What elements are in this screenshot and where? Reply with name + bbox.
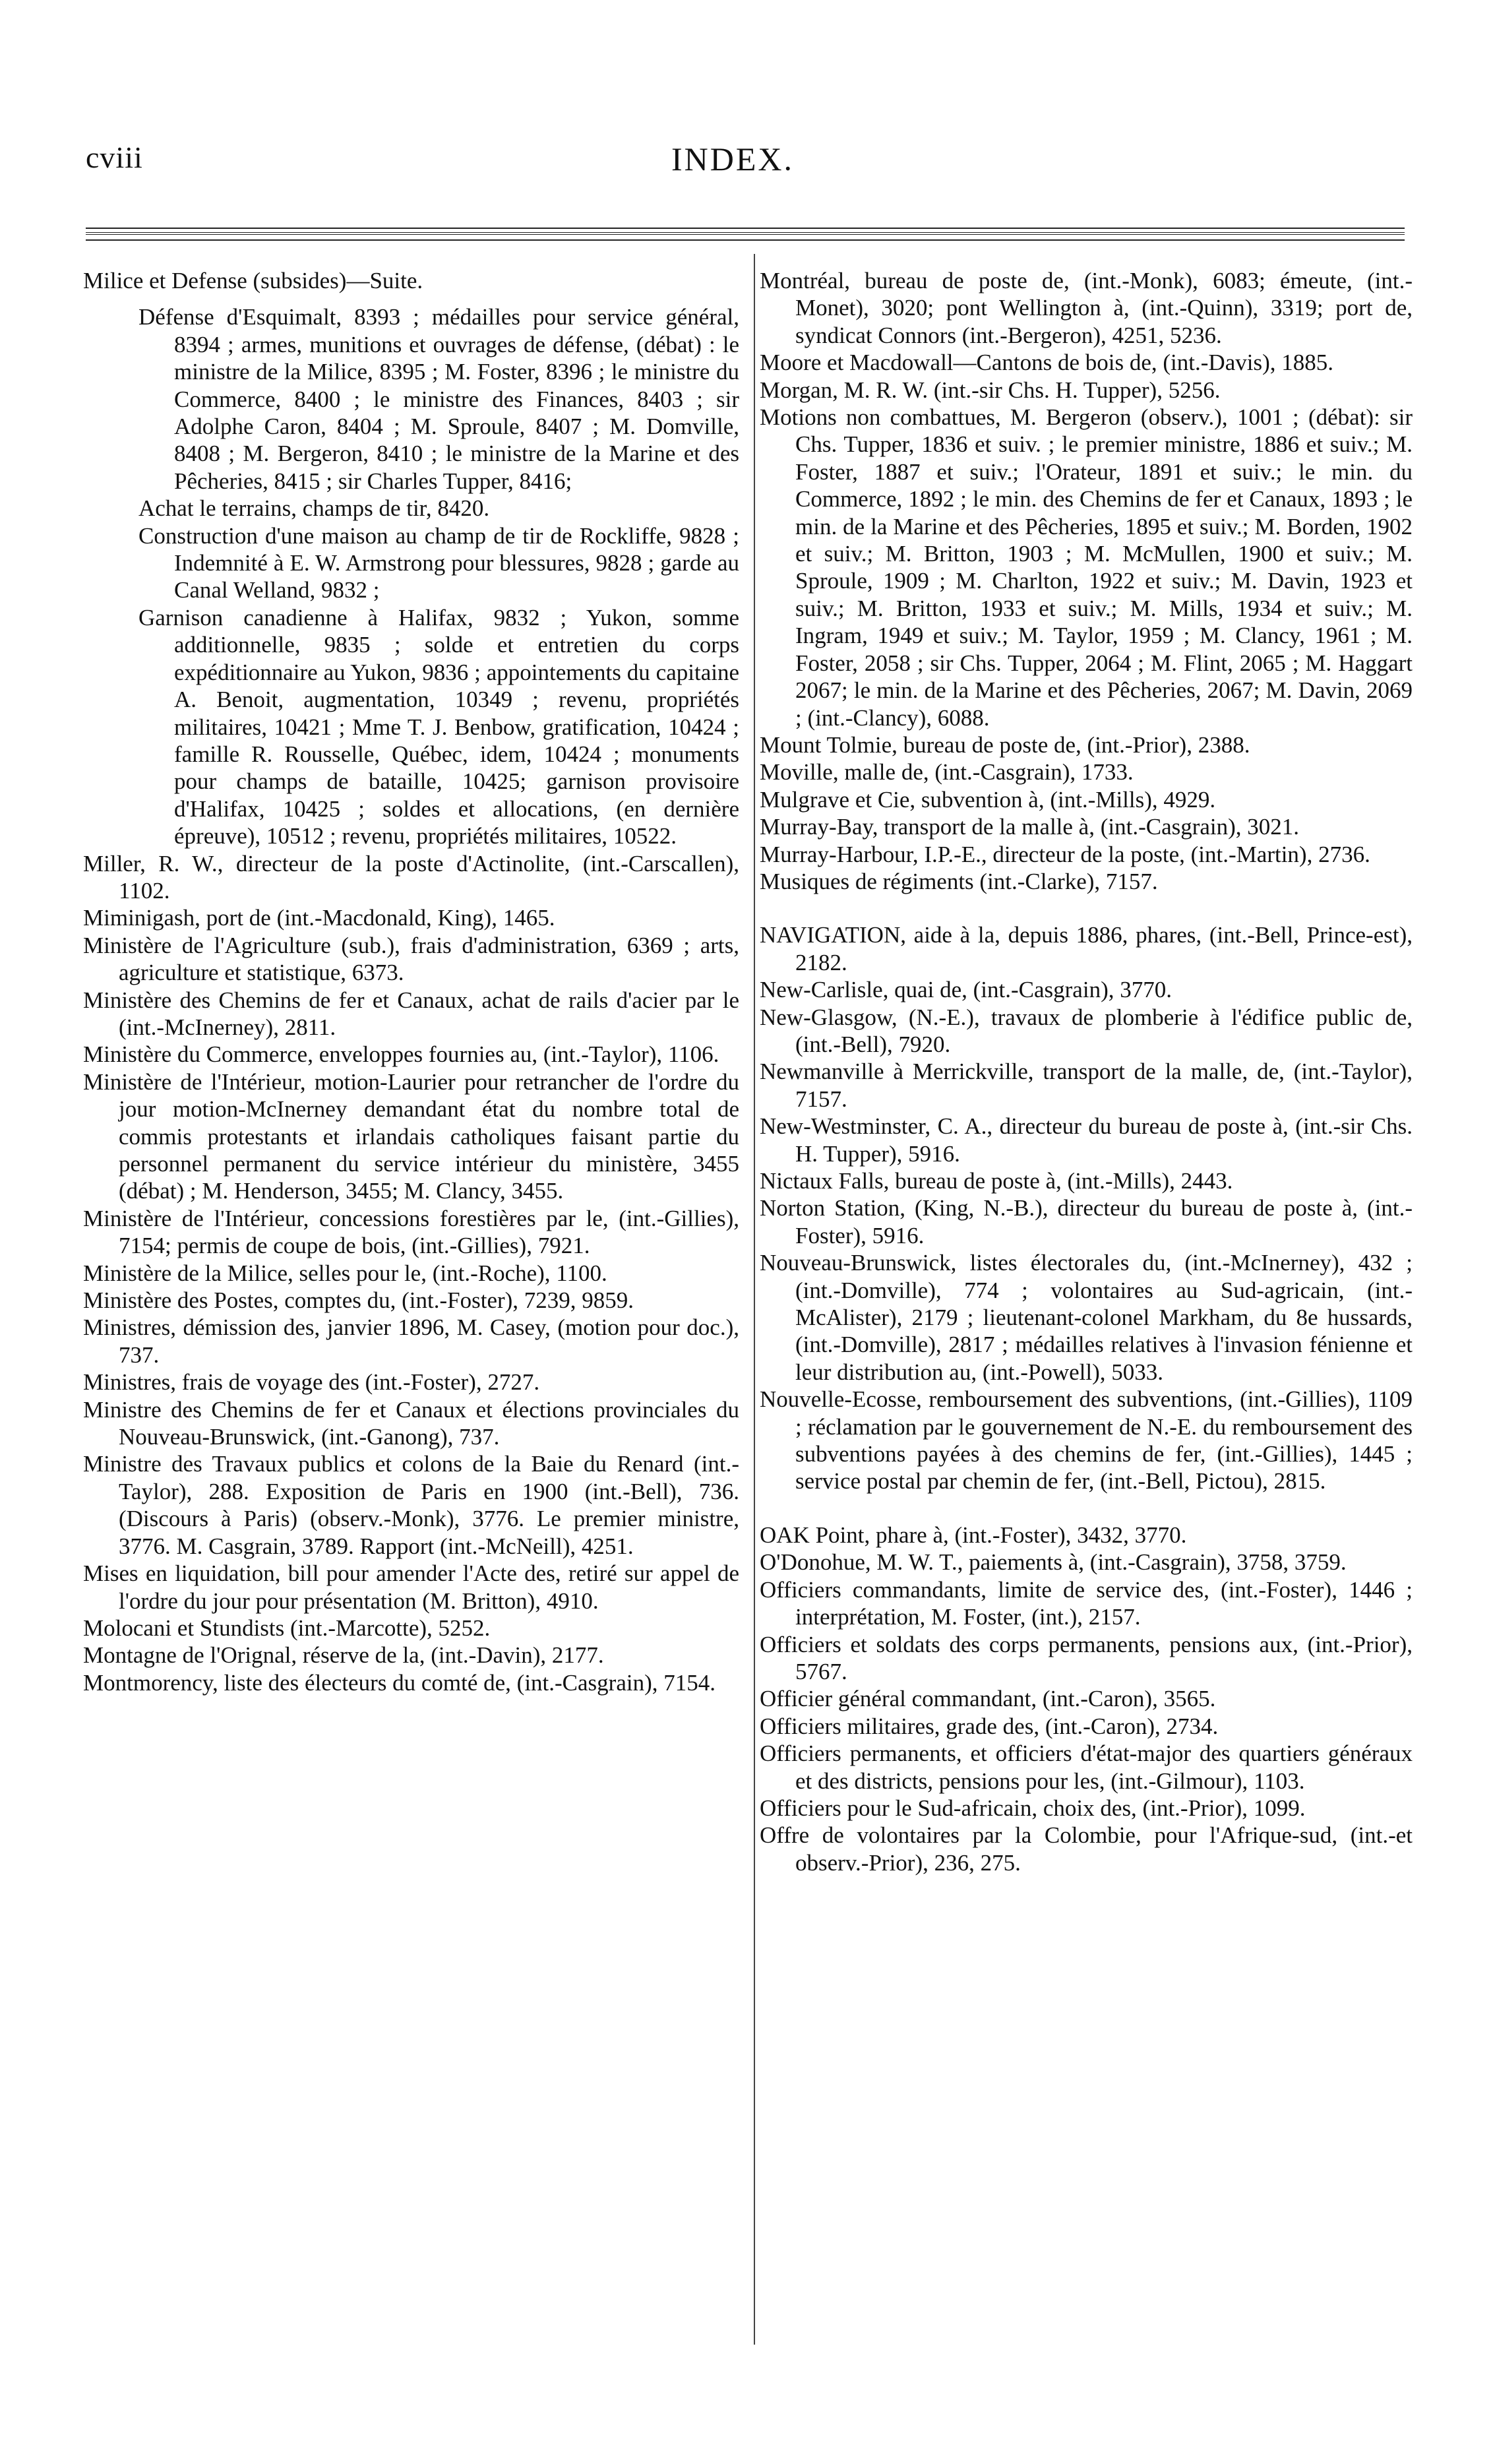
index-entry: Musiques de régiments (int.-Clarke), 7157. bbox=[760, 868, 1158, 894]
running-title: INDEX. bbox=[671, 140, 795, 177]
index-entry: Ministre des Travaux publics et colons de la Baie du Renard (int.-Taylor), 288. Exposition de Paris en 1900 (int.-Bell), 736. (Discours à Paris) (observ.-Monk), 3776. Le premier ministre, 3776. M. Casgrain, 3789. Rapport (int.-McNeill), 4251. bbox=[83, 1451, 739, 1559]
index-entry: Moville, malle de, (int.-Casgrain), 1733. bbox=[760, 759, 1134, 785]
index-entry: Ministère de l'Agriculture (sub.), frais d'administration, 6369 ; arts, agriculture et statistique, 6373. bbox=[83, 932, 739, 986]
index-entry: Ministre des Chemins de fer et Canaux et élections provinciales du Nouveau-Brunswick, (int.-Ganong), 737. bbox=[83, 1396, 739, 1450]
index-entry: Motions non combattues, M. Bergeron (observ.), 1001 ; (débat): sir Chs. Tupper, 1836 et suiv. ; le premier ministre, 1886 et suiv.; M. Foster, 1887 et suiv.; l'Orateur, 1891 et suiv.; le min. du Commerce, 1892 ; le min. des Chemins de fer et Canaux, 1893 ; le min. de la Marine et des Pêcheries, 1895 et suiv.; M. Borden, 1902 et suiv.; M. Britton, 1903 ; M. McMullen, 1900 et suiv.; M. Sproule, 1909 ; M. Charlton, 1922 et suiv.; M. Davin, 1923 et suiv.; M. Britton, 1933 et suiv.; M. Mills, 1934 et suiv.; M. Ingram, 1949 et suiv.; M. Taylor, 1959 ; M. Clancy, 1961 ; M. Foster, 2058 ; sir Chs. Tupper, 2064 ; M. Flint, 2065 ; M. Haggart 2067; le min. de la Marine et des Pêcheries, 2067; M. Davin, 2069 ; (int.-Clancy), 6088. bbox=[760, 404, 1413, 731]
index-subentry: Construction d'une maison au champ de tir de Rockliffe, 9828 ; Indemnité à E. W. Armstrong pour blessures, 9828 ; garde au Canal Welland, 9832 ; bbox=[138, 522, 739, 603]
index-entry: New-Glasgow, (N.-E.), travaux de plomberie à l'édifice public de, (int.-Bell), 7920. bbox=[760, 1004, 1413, 1057]
index-entry: Mulgrave et Cie, subvention à, (int.-Mills), 4929. bbox=[760, 786, 1216, 813]
index-subentry: Achat le terrains, champs de tir, 8420. bbox=[138, 495, 490, 522]
index-entry: OAK Point, phare à, (int.-Foster), 3432, 3770. bbox=[760, 1522, 1187, 1548]
index-entry: Ministère du Commerce, enveloppes fournies au, (int.-Taylor), 1106. bbox=[83, 1041, 719, 1068]
index-subentry: Défense d'Esquimalt, 8393 ; médailles pour service général, 8394 ; armes, munitions et ouvrages de défense, (débat) : le ministre de la Milice, 8395 ; M. Foster, 8396 ; le ministre du Commerce, 8400 ; le ministre des Finances, 8403 ; sir Adolphe Caron, 8404 ; M. Sproule, 8407 ; M. Domville, 8408 ; M. Bergeron, 8410 ; le ministre de la Marine et des Pêcheries, 8415 ; sir Charles Tupper, 8416; bbox=[138, 304, 739, 494]
page-number: cviii bbox=[86, 140, 143, 174]
index-entry: Murray-Harbour, I.P.-E., directeur de la poste, (int.-Martin), 2736. bbox=[760, 841, 1370, 867]
index-entry: Mount Tolmie, bureau de poste de, (int.-Prior), 2388. bbox=[760, 731, 1250, 758]
index-entry: Ministère des Chemins de fer et Canaux, achat de rails d'acier par le (int.-McInerney), 2811. bbox=[83, 987, 739, 1040]
section-heading: Milice et Defense (subsides)—Suite. bbox=[83, 268, 423, 293]
column-divider bbox=[754, 254, 755, 2345]
index-entry: Officiers permanents, et officiers d'état-major des quartiers généraux et des districts, pensions pour les, (int.-Gilmour), 1103. bbox=[760, 1740, 1413, 1794]
index-entry: New-Westminster, C. A., directeur du bureau de poste à, (int.-sir Chs. H. Tupper), 5916. bbox=[760, 1113, 1413, 1167]
index-entry: Morgan, M. R. W. (int.-sir Chs. H. Tupper), 5256. bbox=[760, 377, 1221, 403]
index-entry: Ministère des Postes, comptes du, (int.-Foster), 7239, 9859. bbox=[83, 1287, 634, 1314]
index-entry: Mises en liquidation, bill pour amender l'Acte des, retiré sur appel de l'ordre du jour pour présentation (M. Britton), 4910. bbox=[83, 1560, 739, 1614]
index-entry: Offre de volontaires par la Colombie, pour l'Afrique-sud, (int.-et observ.-Prior), 236, 275. bbox=[760, 1822, 1413, 1876]
index-entry: NAVIGATION, aide à la, depuis 1886, phares, (int.-Bell, Prince-est), 2182. bbox=[760, 922, 1413, 975]
index-entry: Miminigash, port de (int.-Macdonald, King), 1465. bbox=[83, 905, 555, 931]
index-column-left bbox=[83, 267, 739, 1696]
index-entry: Officiers pour le Sud-africain, choix des, (int.-Prior), 1099. bbox=[760, 1795, 1306, 1821]
header-rule bbox=[86, 228, 1405, 242]
index-entry: Ministres, démission des, janvier 1896, M. Casey, (motion pour doc.), 737. bbox=[83, 1314, 739, 1368]
index-column-right bbox=[760, 267, 1413, 1876]
index-entry: Nouvelle-Ecosse, remboursement des subventions, (int.-Gillies), 1109 ; réclamation par le gouvernement de N.-E. du remboursement des subventions payées à des chemins de fer, (int.-Gillies), 1445 ; service postal par chemin de fer, (int.-Bell, Pictou), 2815. bbox=[760, 1386, 1413, 1494]
index-entry: Moore et Macdowall—Cantons de bois de, (int.-Davis), 1885. bbox=[760, 350, 1333, 376]
index-entry: Ministère de l'Intérieur, concessions forestières par le, (int.-Gillies), 7154; permis de coupe de bois, (int.-Gillies), 7921. bbox=[83, 1205, 739, 1259]
page-header bbox=[86, 140, 1405, 193]
index-entry: Norton Station, (King, N.-B.), directeur du bureau de poste à, (int.-Foster), 5916. bbox=[760, 1195, 1413, 1248]
index-entry: O'Donohue, M. W. T., paiements à, (int.-Casgrain), 3758, 3759. bbox=[760, 1549, 1347, 1576]
index-entry: Molocani et Stundists (int.-Marcotte), 5252. bbox=[83, 1615, 491, 1641]
letter-gap bbox=[760, 895, 1413, 921]
index-entry: Montréal, bureau de poste de, (int.-Monk), 6083; émeute, (int.-Monet), 3020; pont Wellington à, (int.-Quinn), 3319; port de, syndicat Connors (int.-Bergeron), 4251, 5236. bbox=[760, 268, 1413, 348]
letter-gap bbox=[760, 1495, 1413, 1522]
index-entry: Newmanville à Merrickville, transport de la malle, de, (int.-Taylor), 7157. bbox=[760, 1059, 1413, 1112]
index-entry: Miller, R. W., directeur de la poste d'Actinolite, (int.-Carscallen), 1102. bbox=[83, 850, 739, 904]
index-entry: Officiers militaires, grade des, (int.-Caron), 2734. bbox=[760, 1713, 1219, 1739]
index-entry: Ministres, frais de voyage des (int.-Foster), 2727. bbox=[83, 1369, 540, 1396]
index-entry: Nictaux Falls, bureau de poste à, (int.-Mills), 2443. bbox=[760, 1168, 1233, 1194]
index-entry: Ministère de la Milice, selles pour le, (int.-Roche), 1100. bbox=[83, 1260, 607, 1286]
index-entry: Officier général commandant, (int.-Caron), 3565. bbox=[760, 1686, 1216, 1712]
index-entry: Montmorency, liste des électeurs du comté de, (int.-Casgrain), 7154. bbox=[83, 1669, 716, 1696]
index-entry: Officiers commandants, limite de service des, (int.-Foster), 1446 ; interprétation, M. Foster, (int.), 2157. bbox=[760, 1576, 1413, 1630]
index-subentry: Garnison canadienne à Halifax, 9832 ; Yukon, somme additionnelle, 9835 ; solde et entretien du corps expéditionnaire au Yukon, 9836 ; appointements du capitaine A. Benoit, augmentation, 10349 ; revenu, propriétés militaires, 10421 ; Mme T. J. Benbow, gratification, 10424 ; famille R. Rousselle, Québec, idem, 10424 ; monuments pour champs de bataille, 10425; garnison provisoire d'Halifax, 10425 ; soldes et allocations, (en dernière épreuve), 10512 ; revenu, propriétés militaires, 10522. bbox=[138, 604, 739, 849]
index-entry: Murray-Bay, transport de la malle à, (int.-Casgrain), 3021. bbox=[760, 814, 1300, 840]
index-entry: New-Carlisle, quai de, (int.-Casgrain), 3770. bbox=[760, 977, 1172, 1003]
index-entry: Officiers et soldats des corps permanents, pensions aux, (int.-Prior), 5767. bbox=[760, 1631, 1413, 1684]
index-entry: Nouveau-Brunswick, listes électorales du, (int.-McInerney), 432 ; (int.-Domville), 774 ; volontaires au Sud-agricain, (int.-McAlister), 2179 ; lieutenant-colonel Markham, du 8e hussards, (int.-Domville), 2817 ; médailles relatives à l'invasion fénienne et leur distribution au, (int.-Powell), 5033. bbox=[760, 1250, 1413, 1385]
index-entry: Ministère de l'Intérieur, motion-Laurier pour retrancher de l'ordre du jour motion-McInerney demandant état du nombre total de commis protestants et irlandais catholiques faisant partie du personnel permanent du service intérieur du ministère, 3455 (débat) ; M. Henderson, 3455; M. Clancy, 3455. bbox=[83, 1068, 739, 1204]
index-entry: Montagne de l'Orignal, réserve de la, (int.-Davin), 2177. bbox=[83, 1642, 604, 1669]
